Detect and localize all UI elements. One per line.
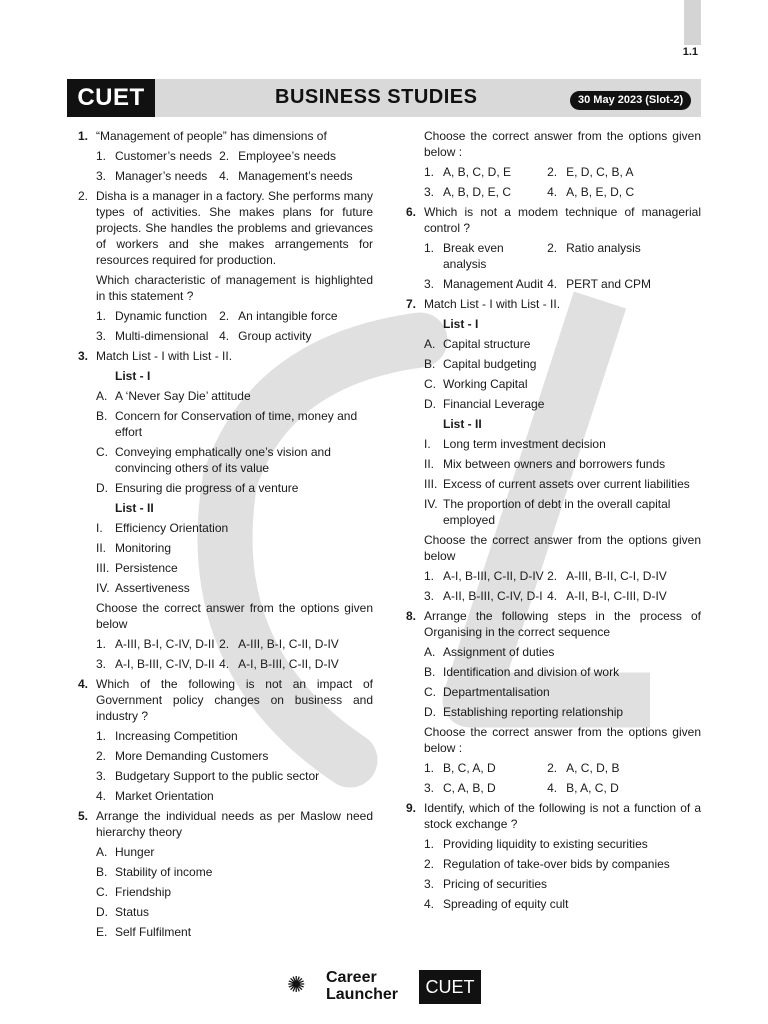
option-text: E, D, C, B, A [566,165,634,179]
option-text: Market Orientation [115,789,214,803]
option-grid [78,636,373,672]
option-label: 1. [96,729,107,743]
question-text: Match List - I with List - II. [96,349,233,363]
option-text: C, A, B, D [443,781,496,795]
option-item [78,520,373,536]
option-label: A. [424,645,436,659]
option-item [219,168,373,184]
option-label: C. [96,445,108,459]
option-item [406,496,701,528]
option-text: A-III, B-I, C-IV, D-II [115,637,215,651]
option-text: A, B, C, D, E [443,165,512,179]
option-label: 2. [547,165,558,179]
list-heading: List - I [115,369,151,383]
option-text: Ensuring die progress of a venture [115,481,299,495]
option-text: Conveying emphatically one’s vision and convincing others of its value [115,445,331,475]
option-label: 1. [424,241,435,255]
option-item [547,240,701,272]
question-text: Arrange the following steps in the process of Organising in the correct sequence [424,609,701,639]
option-label: 1. [424,761,435,775]
option-label: 2. [219,309,230,323]
option-text: A-II, B-III, C-IV, D-I [443,589,543,603]
question-number: 4. [78,677,89,691]
instruction-text: Choose the correct answer from the options given below [96,601,373,631]
option-label: D. [96,481,108,495]
question-number: 6. [406,205,417,219]
option-text: More Demanding Customers [115,749,269,763]
brand-line-1: Career [326,969,377,986]
option-text: Pricing of securities [443,877,548,891]
option-item [219,148,373,164]
option-text: A-III, B-II, C-I, D-IV [566,569,667,583]
option-item [78,480,373,496]
option-text: Providing liquidity to existing securities [443,837,648,851]
option-label: D. [96,905,108,919]
right-column [406,128,701,916]
option-label: E. [96,925,108,939]
option-item [406,704,701,720]
option-item [406,684,701,700]
option-label: A. [96,389,108,403]
option-label: 3. [424,589,435,603]
option-text: Ratio analysis [566,241,641,255]
option-label: III. [424,477,438,491]
option-label: 3. [424,277,435,291]
question [406,800,701,832]
option-text: Budgetary Support to the public sector [115,769,320,783]
question-text: Which of the following is not an impact of Government policy changes on business and industry ? [96,677,373,723]
option-label: II. [424,457,435,471]
option-item [424,780,547,796]
option-item [547,588,701,604]
option-label: D. [424,397,436,411]
question [406,296,701,312]
option-text: Management Audit [443,277,544,291]
option-grid [406,568,701,604]
option-text: Dynamic function [115,309,208,323]
instruction-text: Choose the correct answer from the options given below : [424,129,701,159]
option-text: PERT and CPM [566,277,652,291]
option-label: III. [96,561,110,575]
option-text: Monitoring [115,541,172,555]
option-item [406,856,701,872]
option-item [406,336,701,352]
option-text: Manager’s needs [115,169,208,183]
option-label: 4. [547,589,558,603]
option-label: 4. [219,169,230,183]
option-text: Efficiency Orientation [115,521,229,535]
option-item [78,788,373,804]
question-number: 5. [78,809,89,823]
question-text: Which is not a modem technique of managerial control ? [424,205,701,235]
option-text: Excess of current assets over current liabilities [443,477,690,491]
question [406,204,701,236]
option-text: Mix between owners and borrowers funds [443,457,666,471]
option-item [424,240,547,272]
option-label: 4. [547,277,558,291]
option-label: 3. [96,657,107,671]
option-item [424,760,547,776]
option-item [424,276,547,292]
option-item [96,656,219,672]
option-item [78,444,373,476]
option-item [406,476,701,492]
option-item [547,276,701,292]
option-item [96,308,219,324]
option-label: C. [424,685,436,699]
option-label: IV. [96,581,110,595]
question [406,608,701,640]
option-label: 4. [219,329,230,343]
option-text: A-I, B-III, C-IV, D-II [115,657,215,671]
option-label: B. [96,409,108,423]
option-label: 1. [424,569,435,583]
question-text: Disha is a manager in a factory. She performs many types of activities. She makes plans for future projects. She handles the problems and grievances of workers and she makes arrangements for resources required for production. [96,189,373,267]
option-label: 4. [547,185,558,199]
instruction-text: Choose the correct answer from the options given below [424,533,701,563]
option-item [96,168,219,184]
option-text: B, A, C, D [566,781,619,795]
option-text: Spreading of equity cult [443,897,569,911]
question-number: 8. [406,609,417,623]
question-text: Identify, which of the following is not a function of a stock exchange ? [424,801,701,831]
option-label: B. [96,865,108,879]
option-item [78,904,373,920]
option-item [78,768,373,784]
option-text: Status [115,905,150,919]
option-label: B. [424,357,436,371]
option-item [547,780,701,796]
option-item [406,876,701,892]
option-item [78,864,373,880]
question [78,348,373,364]
option-item [406,664,701,680]
option-text: Self Fulfilment [115,925,192,939]
option-item [424,184,547,200]
option-label: C. [424,377,436,391]
option-text: Persistence [115,561,178,575]
option-item [78,844,373,860]
option-label: 4. [219,657,230,671]
option-item [78,728,373,744]
option-item [78,388,373,404]
option-item [96,636,219,652]
option-label: 2. [547,569,558,583]
question-number: 1. [78,129,89,143]
option-item [406,436,701,452]
question-text: “Management of people” has dimensions of [96,129,327,143]
option-item [78,580,373,596]
option-item [406,644,701,660]
option-text: Capital structure [443,337,531,351]
option-label: A. [96,845,108,859]
option-item [219,636,373,652]
option-text: Stability of income [115,865,213,879]
list-heading: List - II [443,417,482,431]
option-text: Establishing reporting relationship [443,705,624,719]
option-text: A-I, B-III, C-II, D-IV [238,657,339,671]
option-label: 2. [219,149,230,163]
option-text: Customer’s needs [115,149,212,163]
question-number: 2. [78,189,89,203]
option-text: Long term investment decision [443,437,606,451]
page-title: BUSINESS STUDIES [275,86,478,108]
option-text: Break even analysis [443,241,504,271]
question [78,808,373,840]
option-label: 4. [96,789,107,803]
option-label: 3. [96,769,107,783]
option-item [78,560,373,576]
option-text: Management’s needs [238,169,353,183]
option-text: Capital budgeting [443,357,537,371]
option-label: 1. [96,149,107,163]
brand-line-2: Launcher [326,986,399,1003]
option-item [547,760,701,776]
left-column [78,128,373,944]
option-text: A, C, D, B [566,761,620,775]
list-heading: List - II [115,501,154,515]
option-label: 1. [96,637,107,651]
option-item [219,656,373,672]
option-item [78,884,373,900]
option-text: Concern for Conservation of time, money and effort [115,409,358,439]
question [78,188,373,268]
option-text: Regulation of take-over bids by companies [443,857,670,871]
page-edge-tab [684,0,701,45]
option-text: Financial Leverage [443,397,545,411]
exam-badge: CUET [67,79,155,117]
option-grid [406,240,701,292]
option-label: 1. [424,165,435,179]
option-item [78,408,373,440]
question [78,128,373,144]
option-text: Friendship [115,885,172,899]
option-item [78,924,373,940]
footer-cuet-badge: CUET [419,970,481,1004]
option-text: Multi-dimensional [115,329,209,343]
question-number: 7. [406,297,417,311]
option-item [406,376,701,392]
option-label: 2. [547,761,558,775]
career-launcher-logo-text [326,969,398,1003]
option-text: Identification and division of work [443,665,620,679]
option-item [406,836,701,852]
career-launcher-logo-icon: ✺ [287,972,306,997]
option-text: Employee’s needs [238,149,336,163]
option-text: B, C, A, D [443,761,496,775]
question-number: 9. [406,801,417,815]
option-text: An intangible force [238,309,338,323]
option-label: D. [424,705,436,719]
option-item [219,328,373,344]
question-text: Arrange the individual needs as per Maslow need hierarchy theory [96,809,373,839]
option-grid [78,308,373,344]
option-label: 1. [96,309,107,323]
option-text: Increasing Competition [115,729,238,743]
option-text: Working Capital [443,377,528,391]
option-grid [406,760,701,796]
option-grid [78,148,373,184]
option-item [96,328,219,344]
option-item [424,588,547,604]
option-label: 2. [424,857,435,871]
option-label: I. [96,521,103,535]
option-item [78,748,373,764]
option-label: I. [424,437,431,451]
option-label: II. [96,541,107,555]
option-text: A, B, E, D, C [566,185,635,199]
option-label: 4. [424,897,435,911]
option-label: 3. [424,185,435,199]
option-item [78,540,373,556]
option-text: Assignment of duties [443,645,555,659]
option-label: 3. [424,781,435,795]
option-label: 3. [96,169,107,183]
option-text: Departmentalisation [443,685,550,699]
option-item [406,356,701,372]
option-label: B. [424,665,436,679]
page-number: 1.1 [682,46,698,58]
option-item [406,396,701,412]
option-item [424,164,547,180]
option-item [547,184,701,200]
instruction-text: Which characteristic of management is highlighted in this statement ? [96,273,373,303]
list-heading: List - I [443,317,479,331]
exam-date-badge: 30 May 2023 (Slot-2) [570,91,691,110]
option-text: Group activity [238,329,312,343]
option-item [406,896,701,912]
option-label: 2. [547,241,558,255]
option-label: 3. [424,877,435,891]
option-grid [406,164,701,200]
question-number: 3. [78,349,89,363]
instruction-text: Choose the correct answer from the options given below : [424,725,701,755]
option-label: 1. [424,837,435,851]
option-text: A-II, B-I, C-III, D-IV [566,589,667,603]
option-label: 4. [547,781,558,795]
question-text: Match List - I with List - II. [424,297,561,311]
option-item [547,568,701,584]
question [78,676,373,724]
option-text: Hunger [115,845,155,859]
option-text: A ‘Never Say Die’ attitude [115,389,251,403]
option-text: A-I, B-III, C-II, D-IV [443,569,544,583]
option-item [406,456,701,472]
option-item [424,568,547,584]
option-item [547,164,701,180]
option-label: A. [424,337,436,351]
option-label: 2. [219,637,230,651]
option-text: Assertiveness [115,581,190,595]
option-text: A-III, B-I, C-II, D-IV [238,637,339,651]
option-label: 2. [96,749,107,763]
option-label: IV. [424,497,438,511]
option-label: C. [96,885,108,899]
option-item [219,308,373,324]
option-text: A, B, D, E, C [443,185,512,199]
option-label: 3. [96,329,107,343]
option-text: The proportion of debt in the overall capital employed [443,497,671,527]
option-item [96,148,219,164]
